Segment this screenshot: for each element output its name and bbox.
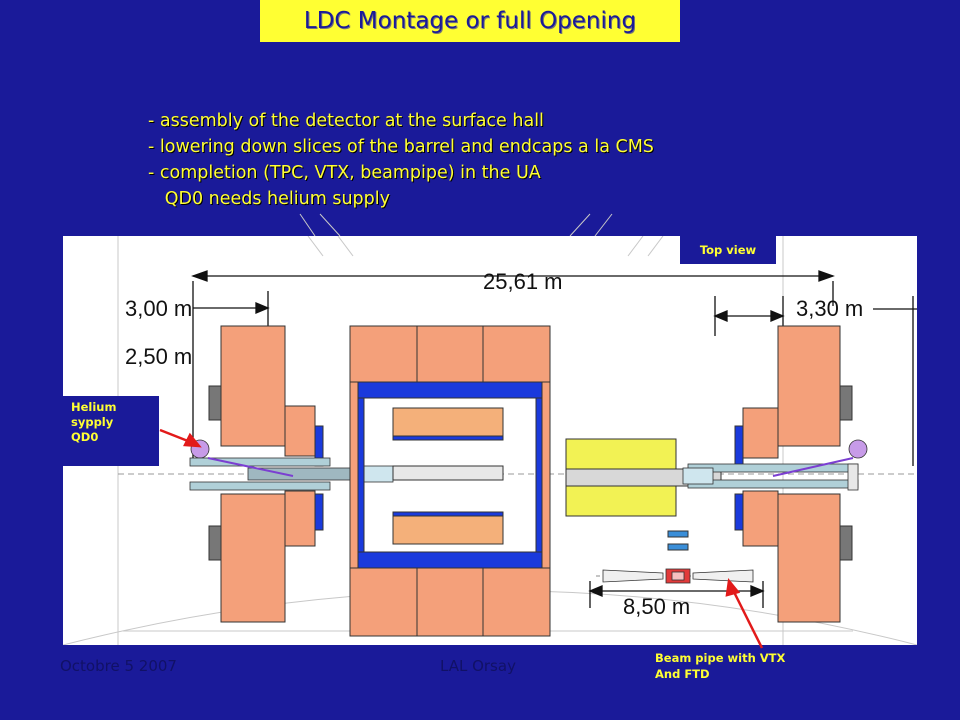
- footer-place: LAL Orsay: [440, 657, 516, 675]
- helium-line: Helium: [71, 400, 117, 414]
- detector-svg: [63, 236, 917, 645]
- bullet-item: - completion (TPC, VTX, beampipe) in the UA: [148, 163, 541, 183]
- bullet-item: - assembly of the detector at the surface hall: [148, 111, 544, 131]
- helium-supply-label: [63, 396, 159, 466]
- bullet-item: - lowering down slices of the barrel and endcaps a la CMS: [148, 137, 654, 157]
- top-view-label: Top view: [680, 236, 776, 264]
- dim-right-label: 3,30 m: [796, 296, 864, 321]
- dim-left-outer-label: 3,00 m: [125, 296, 193, 321]
- beam-pipe-assembly: [596, 569, 753, 583]
- beam-pipe-line: And FTD: [655, 667, 710, 681]
- footer-date: Octobre 5 2007: [60, 657, 177, 675]
- beam-pipe-line: Beam pipe with VTX: [655, 651, 786, 665]
- bullet-list: [148, 108, 654, 212]
- beam-pipe-label: [655, 650, 785, 682]
- dim-bottom-label: 8,50 m: [623, 594, 691, 619]
- detector-drawing: [63, 236, 917, 645]
- helium-line: sypply: [71, 415, 114, 429]
- bullet-item: QD0 needs helium supply: [148, 189, 390, 209]
- page-title: LDC Montage or full Opening: [303, 8, 637, 34]
- title-banner: [260, 0, 680, 42]
- dim-left-inner-label: 2,50 m: [125, 344, 193, 369]
- dim-left: [193, 291, 268, 331]
- helium-line: QD0: [71, 430, 99, 444]
- dim-total-label: 25,61 m: [483, 269, 563, 294]
- yellow-inserts: [566, 439, 721, 550]
